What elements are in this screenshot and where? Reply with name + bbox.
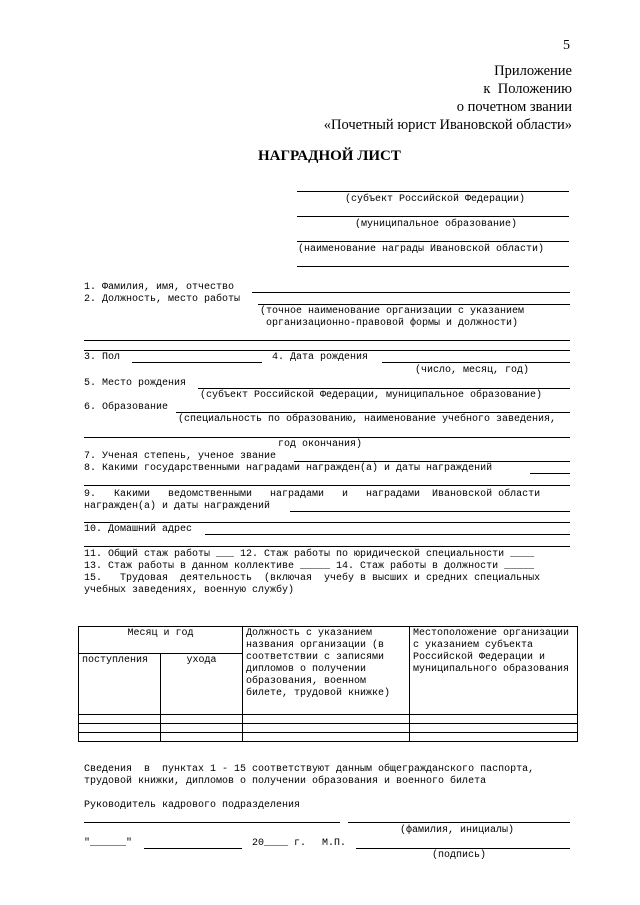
blank-line (132, 362, 262, 363)
field-position-label: 2. Должность, место работы (84, 294, 241, 305)
blank-line (84, 437, 570, 438)
blank-line (356, 848, 570, 849)
signature-hint: (подпись) (432, 850, 487, 861)
name-hint: (фамилия, инициалы) (400, 825, 515, 836)
blank-line (84, 822, 340, 823)
blank-line (205, 534, 570, 535)
blank-line (176, 412, 570, 413)
table-cell (161, 715, 243, 724)
field-state-awards-label: 8. Какими государственными наградами награжден(а) и даты награждений (84, 463, 493, 474)
table-cell (243, 724, 410, 733)
stamp-label: М.П. (322, 838, 347, 849)
appendix-line: к Положению (483, 81, 572, 97)
field-dept-awards-label: 9. Какими ведомственными наградами и наградами Ивановской области (84, 489, 541, 500)
award-caption: (наименование награды Ивановской области) (298, 244, 545, 255)
field-experience-label: 11. Общий стаж работы ___ 12. Стаж работы по юридической специальности ____ (84, 549, 535, 560)
blank-line (297, 241, 569, 242)
blank-line (84, 546, 570, 547)
blank-line (297, 266, 569, 267)
table-cell (79, 724, 161, 733)
blank-line (530, 473, 570, 474)
table-cell (79, 715, 161, 724)
blank-line (198, 388, 570, 389)
table-row (79, 627, 578, 654)
blank-line (348, 822, 570, 823)
blank-line (258, 304, 570, 305)
field-address-label: 10. Домашний адрес (84, 524, 193, 535)
table-header-cell: ухода (161, 654, 243, 715)
field-position-hint: (точное наименование организации с указанием (260, 306, 525, 317)
municipality-caption: (муниципальное образование) (355, 219, 518, 230)
table-header-cell: Местоположение организации с указанием субъекта Российской Федерации и муниципального образования (410, 627, 578, 715)
table-cell (410, 733, 578, 742)
table-header-cell: поступления (79, 654, 161, 715)
appendix-block (324, 62, 572, 134)
work-history-table (78, 626, 578, 742)
field-birthplace-hint: (субъект Российской Федерации, муниципальное образование) (200, 390, 543, 401)
field-education-hint: год окончания) (278, 439, 363, 450)
blank-line (252, 292, 570, 293)
blank-line (290, 511, 570, 512)
appendix-line: о почетном звании (456, 99, 572, 115)
table-row (79, 724, 578, 733)
blank-line (84, 350, 570, 351)
appendix-line: Приложение (494, 63, 572, 79)
blank-line (382, 362, 570, 363)
blank-line (297, 191, 569, 192)
field-birthdate-label: 4. Дата рождения (272, 352, 369, 363)
hr-head-label: Руководитель кадрового подразделения (84, 800, 301, 811)
field-full-name-label: 1. Фамилия, имя, отчество (84, 282, 235, 293)
blank-line (294, 461, 570, 462)
blank-line (84, 522, 570, 523)
blank-line (84, 340, 570, 341)
table-cell (410, 715, 578, 724)
field-dept-awards-label: награжден(а) и даты награждений (84, 501, 271, 512)
field-birthplace-label: 5. Место рождения (84, 378, 187, 389)
table-cell (410, 724, 578, 733)
field-birthdate-hint: (число, месяц, год) (415, 365, 530, 376)
table-header-cell: Должность с указанием названия организации (в соответствии с записями дипломов о получении образования, военном билете, трудовой книжке) (243, 627, 410, 715)
field-education-label: 6. Образование (84, 402, 169, 413)
field-gender-label: 3. Пол (84, 352, 121, 363)
field-education-hint: (специальность по образованию, наименование учебного заведения, (178, 414, 557, 425)
date-field: "______" (84, 838, 133, 849)
appendix-line: «Почетный юрист Ивановской области» (323, 117, 572, 133)
blank-line (84, 485, 570, 486)
table-row (79, 733, 578, 742)
confirmation-text: трудовой книжки, дипломов о получении образования и военного билета (84, 776, 487, 787)
table-cell (161, 733, 243, 742)
field-work-history-label: учебных заведениях, военную службу) (84, 585, 295, 596)
blank-line (144, 848, 242, 849)
page-number: 5 (563, 38, 570, 53)
table-header-cell: Месяц и год (79, 627, 243, 654)
field-experience-label: 13. Стаж работы в данном коллективе _____ 14. Стаж работы в должности _____ (84, 561, 535, 572)
blank-line (297, 216, 569, 217)
table-cell (243, 733, 410, 742)
field-work-history-label: 15. Трудовая деятельность (включая учебу в высших и средних специальных (84, 573, 541, 584)
subject-caption: (субъект Российской Федерации) (345, 194, 526, 205)
field-degree-label: 7. Ученая степень, ученое звание (84, 451, 277, 462)
table-cell (79, 733, 161, 742)
confirmation-text: Сведения в пунктах 1 - 15 соответствуют данным общегражданского паспорта, (84, 764, 535, 775)
field-position-hint: организационно-правовой формы и должности) (266, 318, 519, 329)
year-field: 20____ г. (252, 838, 307, 849)
table-cell (161, 724, 243, 733)
table-row (79, 715, 578, 724)
page-title: НАГРАДНОЙ ЛИСТ (258, 148, 401, 164)
table-cell (243, 715, 410, 724)
